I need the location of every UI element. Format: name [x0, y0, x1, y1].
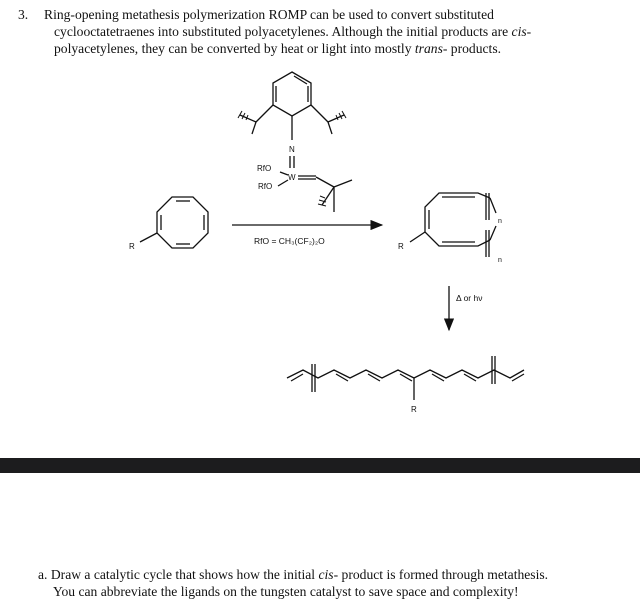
- trans-polyacetylene: [287, 356, 524, 400]
- substituent-r-monomer: R: [129, 242, 135, 251]
- part-a-line-2: You can abbreviate the ligands on the tungsten catalyst to save space and complexity!: [53, 584, 519, 599]
- aryl-ring: [273, 72, 311, 116]
- repeat-n-top: n: [498, 218, 502, 225]
- conditions-label: Δ or hν: [456, 293, 483, 303]
- part-a-text: [38, 566, 618, 600]
- cis-polyacetylene: [410, 193, 496, 257]
- ligand-rfo-1: RfO: [257, 164, 272, 173]
- question-number: 3.: [18, 7, 29, 22]
- question-line-3-end: products.: [450, 41, 502, 56]
- question-line-2: cyclooctatetraenes into substituted polyacetylenes. Although the initial products are: [54, 24, 509, 39]
- nitrogen-label: N: [289, 145, 295, 154]
- question-line-3: polyacetylenes, they can be converted by heat or light into mostly: [54, 41, 412, 56]
- part-a-line-1: Draw a catalytic cycle that shows how the initial: [50, 567, 316, 582]
- cis-term: cis-: [511, 24, 532, 39]
- part-a-label: a.: [38, 567, 48, 582]
- question-line-1: Ring-opening metathesis polymerization ROMP can be used to convert substituted: [44, 7, 494, 22]
- part-a-cis-term: cis-: [318, 567, 339, 582]
- repeat-n-bottom: n: [498, 257, 502, 264]
- substituent-r-trans: R: [411, 405, 417, 414]
- ligand-rfo-2: RfO: [258, 182, 273, 191]
- part-a-line-1-end: product is formed through metathesis.: [341, 567, 549, 582]
- substituent-r-cis: R: [398, 242, 404, 251]
- tungsten-label: W: [288, 173, 296, 182]
- divider-bar: [0, 458, 640, 473]
- trans-term: trans-: [414, 41, 448, 56]
- cyclooctatetraene: [140, 197, 208, 248]
- ligand-definition: RfO = CH₃(CF₂)₂O: [254, 236, 325, 246]
- tungsten-catalyst: [240, 72, 352, 212]
